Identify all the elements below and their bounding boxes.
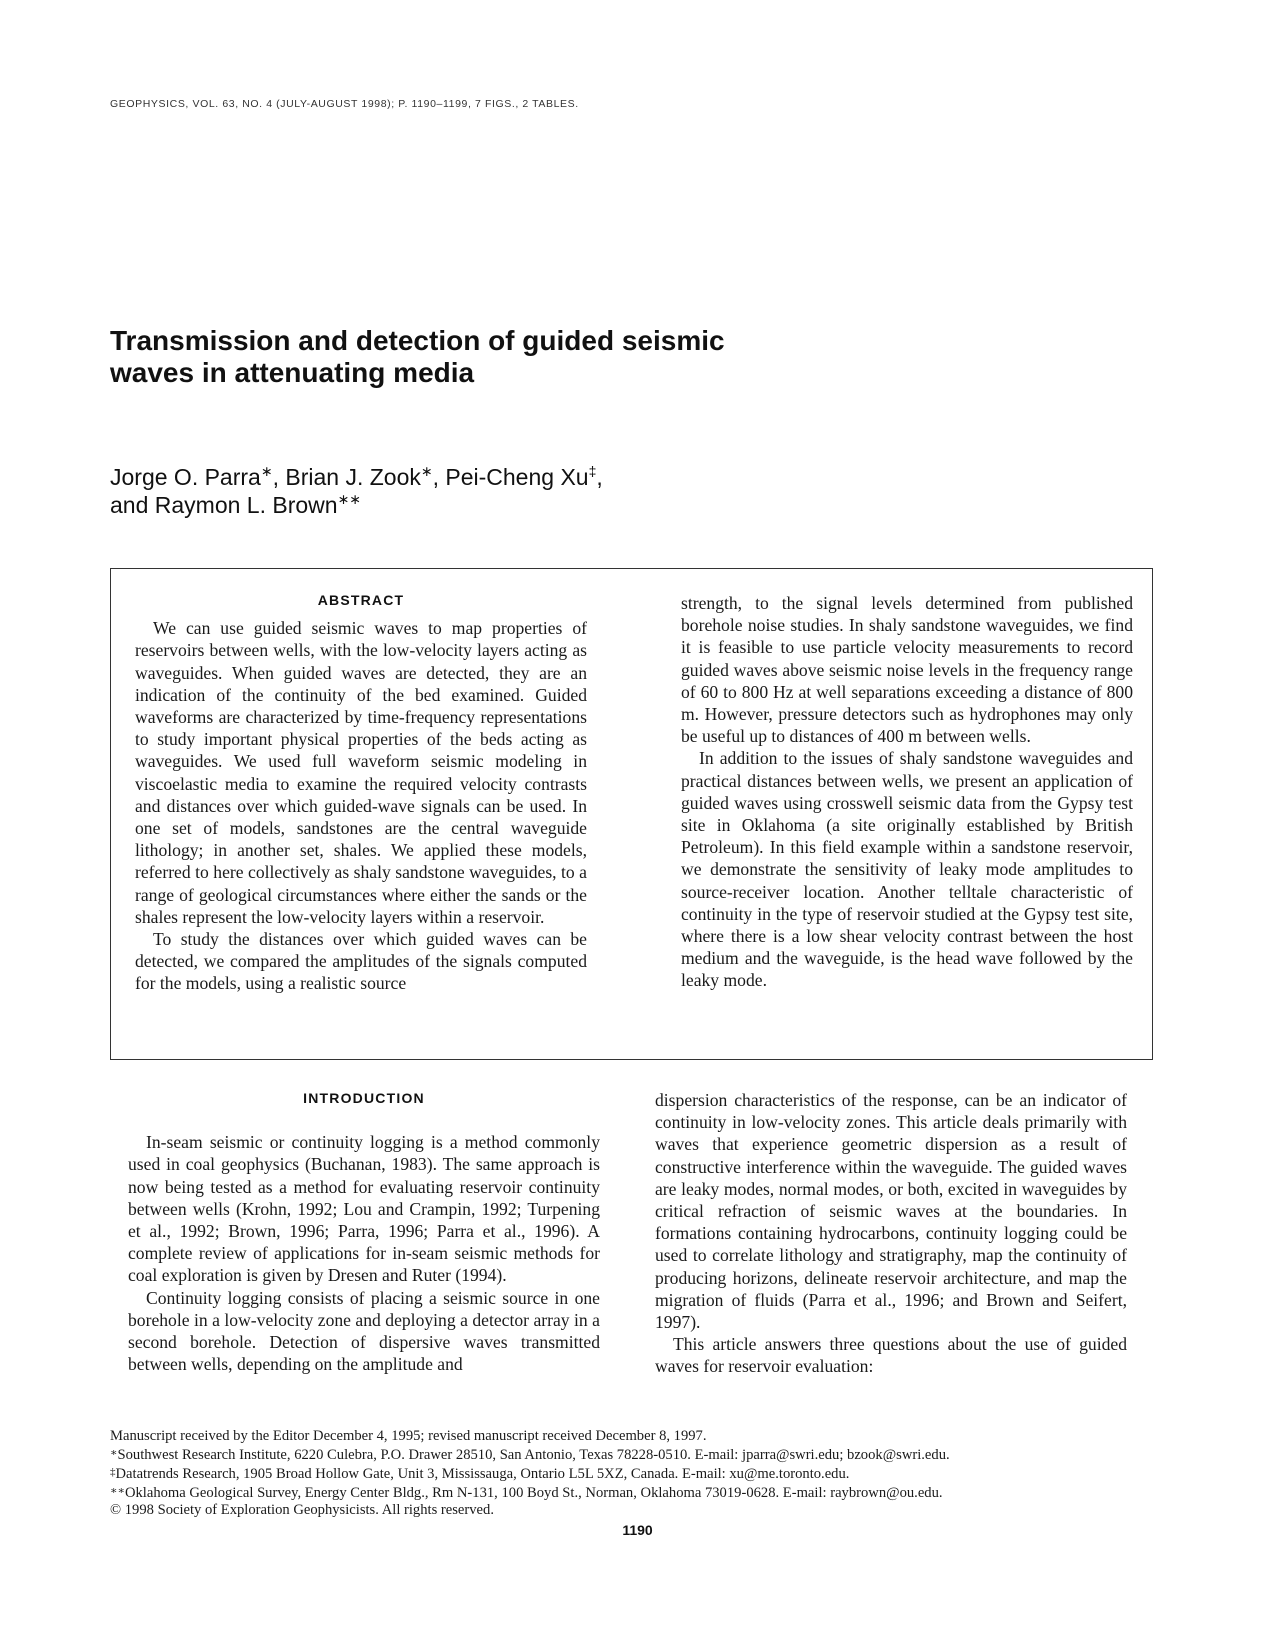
body-paragraph: dispersion characteristics of the response, can be an indicator of continuity in low-velocity zones. This article deals primarily with waves that experience geometric dispersion as a result of constructive interference within the waveguide. The guided waves are leaky modes, normal modes, or both, excited in waveguides by critical refraction of seismic waves at the boundaries. In formations containing hydrocarbons, continuity logging could be used to correlate lithology and stratigraphy, map the continuity of producing horizons, delineate reservoir architecture, and map the migration of fluids (Parra et al., 1996; and Brown and Seifert, 1997). — [655, 1090, 1127, 1333]
abstract-paragraph: To study the distances over which guided waves can be detected, we compared the amplitudes of the signals computed for the models, using a realistic source — [135, 929, 587, 994]
footnote-mark: ∗∗ — [110, 1485, 125, 1497]
manuscript-received-note: Manuscript received by the Editor December 4, 1995; revised manuscript received December 8, 1997. — [110, 1428, 707, 1444]
body-paragraph: In-seam seismic or continuity logging is a method commonly used in coal geophysics (Buchanan, 1983). The same approach is now being tested as a method for evaluating reservoir continuity between wells (Krohn, 1992; Lou and Crampin, 1992; Turpening et al., 1992; Brown, 1996; Parra, 1996; Parra et al., 1996). A complete review of applications for in-seam seismic methods for coal exploration is given by Dresen and Ruter (1994). — [128, 1132, 600, 1286]
body-paragraph: Continuity logging consists of placing a seismic source in one borehole in a low-velocity zone and deploying a detector array in a second borehole. Detection of dispersive waves transmitted between wells, depending on the amplitude and — [128, 1287, 600, 1375]
running-header: GEOPHYSICS, VOL. 63, NO. 4 (JULY-AUGUST 1998); P. 1190–1199, 7 FIGS., 2 TABLES. — [110, 98, 579, 110]
introduction-right-column — [655, 1089, 1127, 1378]
page-number: 1190 — [622, 1522, 653, 1538]
article-title: Transmission and detection of guided seismic waves in attenuating media — [110, 325, 725, 388]
abstract-left-column — [135, 589, 587, 995]
abstract-heading: ABSTRACT — [317, 592, 405, 608]
affiliation-mark: ∗ — [260, 463, 273, 479]
copyright-note: © 1998 Society of Exploration Geophysicists. All rights reserved. — [110, 1502, 494, 1518]
footnote-text: Southwest Research Institute, 6220 Culebra, P.O. Drawer 28510, San Antonio, Texas 78228-0510. E-mail: jparra@swri.edu; bzook@swri.edu. — [117, 1447, 950, 1463]
introduction-heading: INTRODUCTION — [303, 1090, 425, 1106]
affiliation-mark: ∗ — [420, 463, 433, 479]
introduction-left-column — [128, 1087, 600, 1375]
author-name: Pei-Cheng Xu — [445, 464, 589, 490]
affiliation-mark: ‡ — [588, 463, 597, 479]
abstract-paragraph: strength, to the signal levels determined from published borehole noise studies. In shaly sandstone waveguides, we find it is feasible to use particle velocity measurements to record guided waves above seismic noise levels in the frequency range of 60 to 800 Hz at well separations exceeding a distance of 800 m. However, pressure detectors such as hydrophones may only be useful up to distances of 400 m between wells. — [681, 593, 1133, 747]
abstract-paragraph: We can use guided seismic waves to map properties of reservoirs between wells, with the low-velocity layers acting as waveguides. When guided waves are detected, they are an indication of the continuity of the bed examined. Guided waveforms are characterized by time-frequency representations to study important physical properties of the beds acting as waveguides. We used full waveform seismic modeling in viscoelastic media to examine the required velocity contrasts and distances over which guided-wave signals can be used. In one set of models, sandstones are the central waveguide lithology; in another set, shales. We applied these models, referred to here collectively as shaly sandstone waveguides, to a range of geological circumstances where either the sands or the shales represent the low-velocity layers within a reservoir. — [135, 618, 587, 927]
body-paragraph: This article answers three questions about the use of guided waves for reservoir evaluation: — [655, 1334, 1127, 1377]
abstract-box — [110, 568, 1153, 1060]
author-name: Jorge O. Parra — [110, 464, 261, 490]
footnote-mark: ‡ — [110, 1466, 116, 1478]
author-list: Jorge O. Parra∗, Brian J. Zook∗, Pei-Cheng Xu‡, and Raymon L. Brown∗∗ — [110, 463, 603, 518]
footnotes — [110, 1428, 1170, 1519]
abstract-paragraph: In addition to the issues of shaly sandstone waveguides and practical distances between wells, we present an application of guided waves using crosswell seismic data from the Gypsy test site in Oklahoma (a site originally established by British Petroleum). In this field example within a sandstone reservoir, we demonstrate the sensitivity of leaky mode amplitudes to source-receiver location. Another telltale characteristic of continuity in the type of reservoir studied at the Gypsy test site, where there is a low shear velocity contrast between the host medium and the waveguide, is the head wave followed by the leaky mode. — [681, 748, 1133, 991]
affiliation-footnote — [110, 1483, 1170, 1502]
author-name: and Raymon L. Brown — [110, 492, 338, 518]
affiliation-mark: ∗∗ — [337, 491, 362, 507]
footnote-text: Oklahoma Geological Survey, Energy Center Bldg., Rm N-131, 100 Boyd St., Norman, Oklahoma 73019-0628. E-mail: raybrown@ou.edu. — [124, 1485, 943, 1501]
abstract-right-column — [681, 592, 1133, 992]
affiliation-footnote — [110, 1445, 1170, 1464]
author-name: Brian J. Zook — [285, 464, 421, 490]
footnote-mark: ∗ — [110, 1447, 118, 1459]
affiliation-footnote — [110, 1464, 1170, 1483]
footnote-text: Datatrends Research, 1905 Broad Hollow Gate, Unit 3, Mississauga, Ontario L5L 5XZ, Canada. E-mail: xu@me.toronto.edu. — [115, 1466, 850, 1482]
